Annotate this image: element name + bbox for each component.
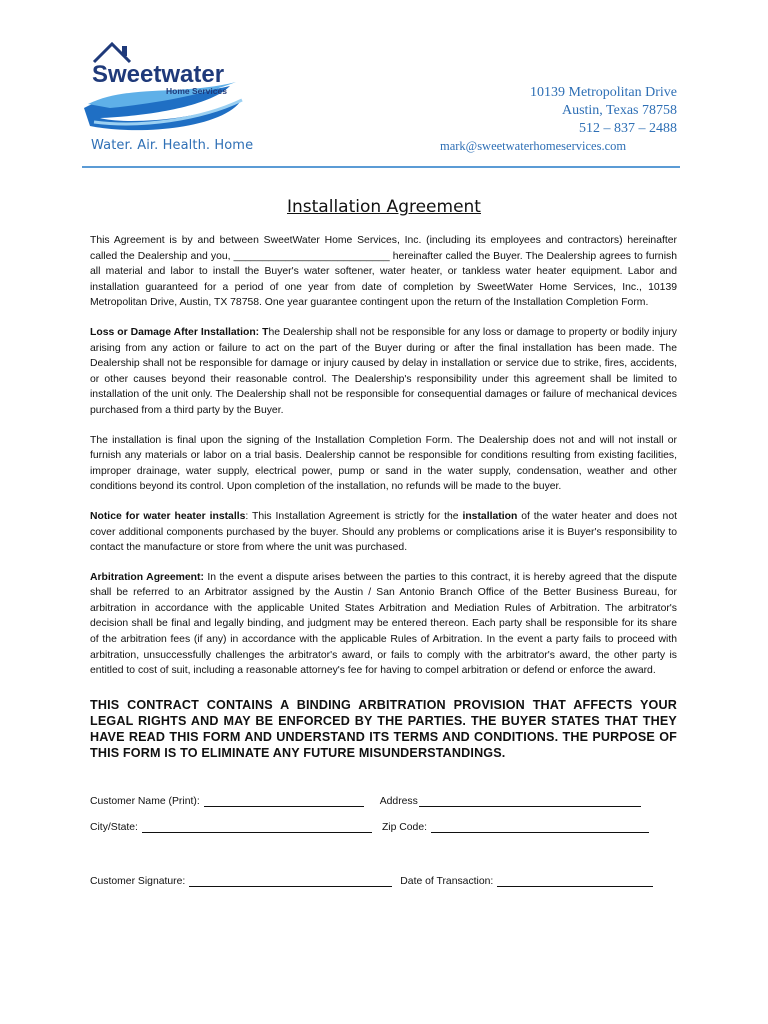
- signature-line[interactable]: [189, 876, 392, 887]
- logo-wordmark: Sweetwater: [92, 61, 225, 88]
- address-line-1: 10139 Metropolitan Drive: [530, 85, 677, 100]
- logo-graphic: [80, 38, 250, 133]
- logo-subtitle: Home Services: [166, 86, 227, 96]
- zip-label: Zip Code:: [381, 821, 427, 833]
- binding-arbitration-notice: THIS CONTRACT CONTAINS A BINDING ARBITRATION PROVISION THAT AFFECTS YOUR LEGAL RIGHTS AND MAY BE ENFORCED BY THE PARTIES. THE BUYER STATES THAT THEY HAVE READ THIS FORM AND UNDERSTAND ITS TERMS AND CONDITIONS. THE PURPOSE OF THIS FORM IS TO ELIMINATE ANY FUTURE MISUNDERSTANDINGS.: [90, 697, 677, 760]
- notice-bold-word: installation: [462, 510, 518, 522]
- intro-paragraph: This Agreement is by and between SweetWater Home Services, Inc. (including its employees and contractors) hereinafter called the Dealership and you, ___________________________ hereinafter called the Buyer. The Dealership agrees to furnish all material and labor to install the Buyer's water softener, water heater, or tankless water heater equipment. Labor and installation guaranteed for a period of one year from date of completion by SweetWater Home Services, Inc., 10139 Metropolitan Drive, Austin, TX 78758. One year guarantee contingent upon the return of the Installation Completion Form.: [90, 235, 677, 309]
- email-address: mark@sweetwaterhomeservices.com: [440, 139, 627, 153]
- date-label: Date of Transaction:: [400, 875, 494, 887]
- phone-number: 512 – 837 – 2488: [579, 121, 677, 136]
- notice-heading: Notice for water heater installs: [90, 510, 246, 522]
- arbitration-heading: Arbitration Agreement:: [90, 571, 204, 583]
- city-state-label: City/State:: [90, 821, 138, 833]
- loss-paragraph: [90, 325, 677, 419]
- notice-text-a: : This Installation Agreement is strictly for the: [245, 510, 463, 522]
- field-row-1: [90, 781, 677, 807]
- tagline: Water. Air. Health. Home: [91, 138, 254, 153]
- notice-text-b: of the water heater and does not cover additional components purchased by the buyer. Should any problems or complications arise it is Buyer's responsibility to contact the manufacture or store from where the unit was purchased.: [90, 510, 677, 554]
- company-address: [530, 84, 677, 138]
- loss-body: he Dealership shall not be responsible for any loss or damage to property or bodily injury arising from any action or failure to act on the part of the Buyer during or after the final installation has been made. The Dealership shall not be responsible for damage or injury caused by delay in installation or service due to strike, fires, accidents, or other causes beyond their reasonable control. The Dealership's responsibility under this agreement shall be limited to installation of the unit only. The Dealership shall not be responsible for consequential damages or failure of mechanical devices purchased from a third party by the Buyer.: [90, 326, 677, 416]
- company-logo: [80, 38, 250, 133]
- address-line-2: Austin, Texas 78758: [561, 103, 677, 118]
- city-state-line[interactable]: [142, 822, 372, 833]
- field-row-2: [90, 807, 677, 833]
- signature-label: Customer Signature:: [90, 875, 186, 887]
- customer-name-label: Customer Name (Print):: [90, 795, 200, 807]
- header-divider: [82, 166, 680, 168]
- field-row-3: [90, 861, 677, 887]
- date-line[interactable]: [497, 876, 653, 887]
- document-title: [0, 197, 768, 217]
- arbitration-body: In the event a dispute arises between the parties to this contract, it is hereby agreed that the dispute shall be referred to an Arbitrator assigned by the Austin / San Antonio Branch Office of the Better Business Bureau, for arbitration in accordance with the applicable United States Arbitration and Mediation Rules of Arbitration. The arbitrator's decision shall be final and legally binding, and judgment may be entered thereon. Each party shall be responsible for its share of the arbitration fees (if any) in accordance with the applicable Rules of Arbitration. In the event a party fails to proceed with arbitration, unsuccessfully challenges the arbitrator's award, or fails to comply with the arbitrator's award, the other party is entitled to cost of suit, including a reasonable attorney's fee for having to compel arbitration or defend or enforce the award.: [90, 571, 677, 677]
- arbitration-paragraph: [90, 570, 677, 679]
- address-line[interactable]: [419, 796, 641, 807]
- title-text: Installation Agreement: [287, 197, 481, 217]
- water-heater-notice-paragraph: [90, 509, 677, 556]
- final-paragraph: The installation is final upon the signing of the Installation Completion Form. The Dealership does not and will not install or furnish any materials or labor on a trial basis. Dealership cannot be responsible for conditions resulting from existing facilities, improper drainage, water supply, electrical power, pump or sand in the water supply, condensation, weather and other conditions beyond its control. Upon completion of the installation, no refunds will be made to the buyer.: [90, 434, 677, 493]
- signature-fields: [90, 781, 677, 887]
- agreement-body: [90, 233, 677, 887]
- address-label: Address: [379, 795, 418, 807]
- loss-heading: Loss or Damage After Installation: T: [90, 326, 269, 338]
- customer-name-line[interactable]: [204, 796, 364, 807]
- zip-line[interactable]: [431, 822, 649, 833]
